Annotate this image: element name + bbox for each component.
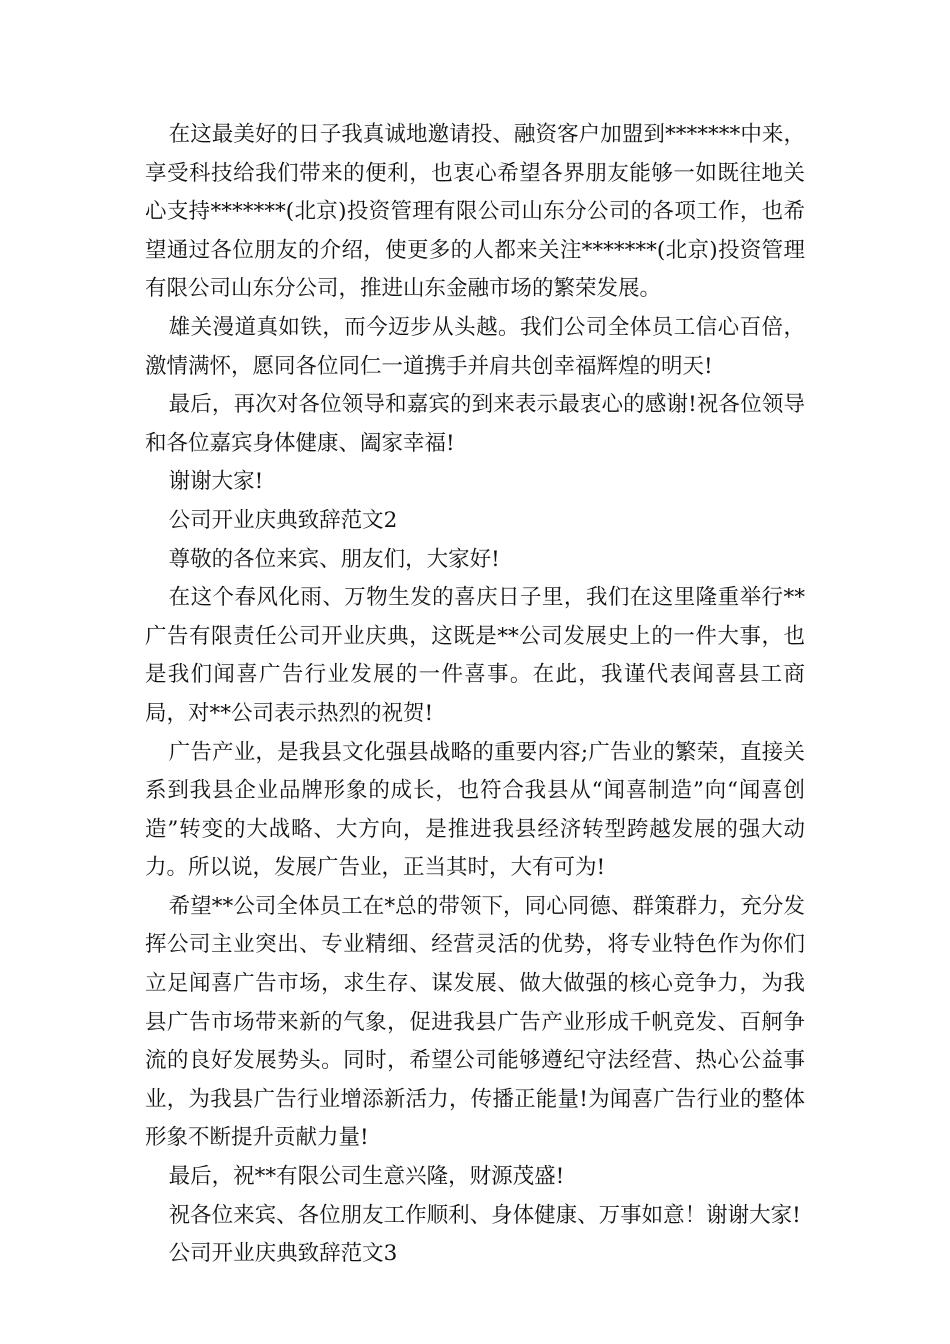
paragraph: 在这最美好的日子我真诚地邀请投、融资客户加盟到*******中来，享受科技给我们带来的便利，也衷心希望各界朋友能够一如既往地关心支持*******(北京)投资管理有限公司山东分公司的各项工作，也希望通过各位朋友的介绍，使更多的人都来关注*******(北京)投资管理有限公司山东分公司，推进山东金融市场的繁荣发展。 — [145, 122, 805, 302]
paragraph: 祝各位来宾、各位朋友工作顺利、身体健康、万事如意！谢谢大家! — [168, 1202, 801, 1228]
paragraph: 在这个春风化雨、万物生发的喜庆日子里，我们在这里隆重举行**广告有限责任公司开业庆典，这既是**公司发展史上的一件大事，也是我们闻喜广告行业发展的一件喜事。在此，我谨代表闻喜县工商局，对**公司表示热烈的祝贺! — [145, 585, 805, 726]
section-heading: 公司开业庆典致辞范文2 — [168, 507, 398, 533]
paragraph: 最后，祝**有限公司生意兴隆，财源茂盛! — [168, 1164, 565, 1190]
salutation: 尊敬的各位来宾、朋友们，大家好! — [168, 546, 500, 572]
section-heading: 公司开业庆典致辞范文3 — [168, 1241, 398, 1267]
paragraph: 最后，再次对各位领导和嘉宾的到来表示最衷心的感谢!祝各位领导和各位嘉宾身体健康、阖家幸福! — [145, 392, 805, 456]
document-body — [145, 116, 805, 1274]
paragraph: 谢谢大家! — [168, 469, 264, 495]
paragraph: 雄关漫道真如铁，而今迈步从头越。我们公司全体员工信心百倍，激情满怀，愿同各位同仁一道携手并肩共创幸福辉煌的明天! — [145, 314, 805, 379]
paragraph: 希望**公司全体员工在*总的带领下，同心同德、群策群力，充分发挥公司主业突出、专业精细、经营灵活的优势，将专业特色作为你们立足闻喜广告市场，求生存、谋发展、做大做强的核心竞争力，为我县广告市场带来新的气象，促进我县广告产业形成千帆竞发、百舸争流的良好发展势头。同时，希望公司能够遵纪守法经营、热心公益事业，为我县广告行业增添新活力，传播正能量!为闻喜广告行业的整体形象不断提升贡献力量! — [145, 893, 805, 1151]
paragraph: 广告产业，是我县文化强县战略的重要内容;广告业的繁荣，直接关系到我县企业品牌形象的成长，也符合我县从“闻喜制造”向“闻喜创造”转变的大战略、大方向，是推进我县经济转型跨越发展的强大动力。所以说，发展广告业，正当其时，大有可为! — [145, 739, 805, 881]
